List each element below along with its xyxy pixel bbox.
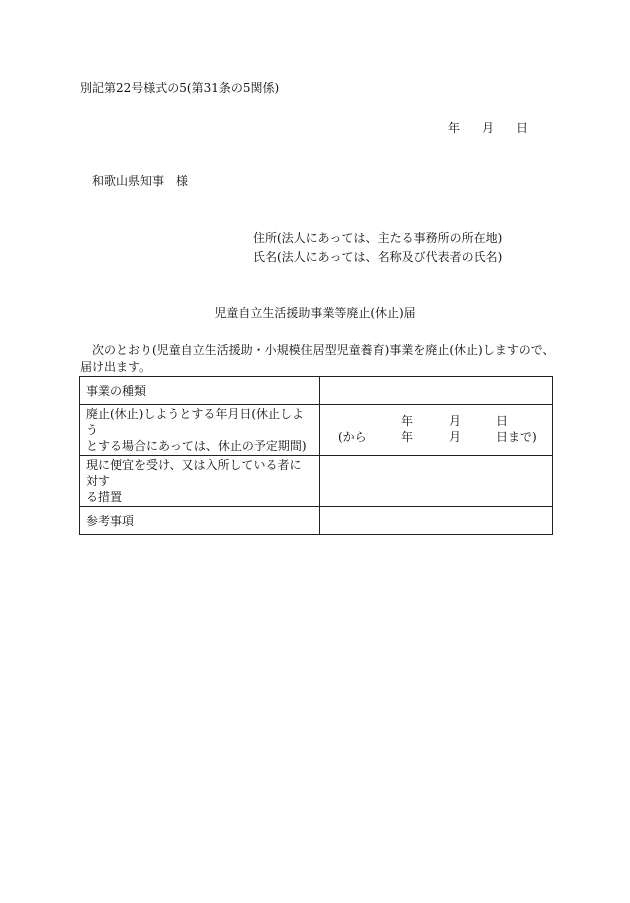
applicant-address-label: 住所(法人にあっては、主たる事務所の所在地) <box>253 231 503 245</box>
form-number: 別記第22号様式の5(第31条の5関係) <box>80 81 280 95</box>
closure-month-label: 月 <box>449 414 462 428</box>
date-month-label: 月 <box>482 121 495 135</box>
addressee: 和歌山県知事 様 <box>92 174 189 188</box>
date-year-label: 年 <box>448 121 461 135</box>
closure-year-label: 年 <box>401 414 414 428</box>
submission-date <box>448 120 528 136</box>
suspension-from-label: (から <box>338 430 367 444</box>
closure-day-label: 日 <box>496 414 509 428</box>
closure-date-label: 廃止(休止)しようとする年月日(休止しよう とする場合にあっては、休止の予定期間) <box>80 405 320 456</box>
intro-text-line1: 次のとおり(児童自立生活援助・小規模住居型児童養育)事業を廃止(休止)しますので、 <box>92 343 555 357</box>
table-row <box>80 507 553 535</box>
date-day-label: 日 <box>516 121 529 135</box>
suspension-month-label: 月 <box>449 430 462 444</box>
measures-label: 現に便宜を受け、又は入所している者に対す る措置 <box>80 456 320 507</box>
suspension-year-label: 年 <box>401 430 414 444</box>
table-row <box>80 456 553 507</box>
applicant-name-label: 氏名(法人にあっては、名称及び代表者の氏名) <box>253 250 503 264</box>
document-title: 児童自立生活援助事業等廃止(休止)届 <box>214 306 416 320</box>
business-type-value[interactable] <box>320 377 553 405</box>
intro-text-line2: 届け出ます。 <box>80 360 152 374</box>
measures-value[interactable] <box>320 456 553 507</box>
suspension-until-label: 日まで) <box>496 430 537 444</box>
closure-date-value[interactable] <box>320 405 553 456</box>
table-row <box>80 377 553 405</box>
business-type-label: 事業の種類 <box>80 377 320 405</box>
remarks-label: 参考事項 <box>80 507 320 535</box>
remarks-value[interactable] <box>320 507 553 535</box>
form-table <box>79 376 553 535</box>
table-row <box>80 405 553 456</box>
